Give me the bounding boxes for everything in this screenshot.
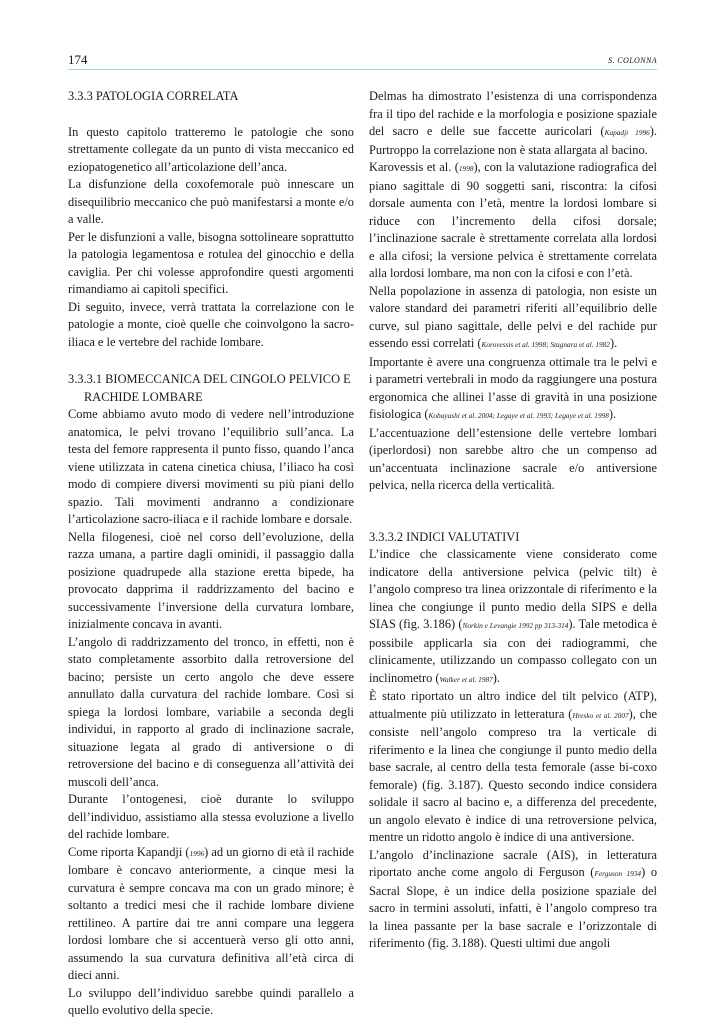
paragraph-text: Come riporta Kapandji (: [68, 844, 190, 859]
citation: Kapadji 1996: [604, 128, 650, 137]
paragraph-text: L’angolo d’inclinazione sacrale (AIS), in letteratura riportato anche come angolo di Ferguson (: [369, 847, 657, 879]
citation: Korovessis et al. 1998; Stagnara et al. 1982: [481, 340, 610, 349]
paragraph-text: L’indice che classicamente viene considerato come indicatore della antiversione pelvica (pelvic tilt) è l’angolo compreso tra linea orizzontale di riferimento e la linea che congiunge il punto medio della SIPS e della SIAS (fig. 3.186) (: [369, 547, 657, 631]
paragraph: [369, 159, 657, 283]
paragraph: L’angolo di raddrizzamento del tronco, in effetti, non è stato completamente assorbito dalla retroversione del bacino; persiste un certo angolo che deve essere annullato dalla curvatura del rachide lombare. Così si spiega la lordosi lombare, variabile a seconda degli individui, in rapporto al grado di inclinazione sacrale, situazione legata al grado di antiversione o di retroversione del bacino e di conseguenza all’attività dei muscoli dell’anca.: [68, 634, 354, 789]
right-column: [369, 88, 657, 953]
paragraph-text: ).: [492, 670, 501, 685]
paragraph-text: ).: [609, 336, 618, 350]
paragraph: Nella filogenesi, cioè nel corso dell’evoluzione, della razza umana, a partire dagli ominidi, il passaggio dalla posizione quadrupede alla stazione eretta bipede, ha provocato dapprima il raddrizzamento del bacino e successivamente l’inversione della curvatura lombare, inizialmente concava in avanti.: [68, 529, 354, 631]
paragraph-text: ).: [608, 407, 617, 421]
citation: Kobayashi et al. 2004; Legaye et al. 1993; Legaye et al. 1998: [428, 411, 609, 420]
paragraph: [68, 844, 354, 985]
citation: Hresko et al. 2007: [572, 710, 629, 720]
paragraph: Come abbiamo avuto modo di vedere nell’introduzione anatomica, le pelvi trovano l’equilibrio sull’anca. La testa del femore rappresenta il punto fisso, quando l’anca viene utilizzata in catena cinetica chiusa, l’iliaco ha così modo di compiere diversi movimenti su più piani dello spazio. Tali movimenti andranno a condizionare l’articolazione sacro-iliaca e il rachide lombare e dorsale.: [68, 407, 354, 526]
paragraph-text: ). Tale metodica è possibile applicarla sia con dei radiogrammi, che clinicamente, utilizzando un compasso collegato con un inclinometro (: [369, 617, 657, 685]
paragraph-text: Importante è avere una congruenza ottimale tra le pelvi e i parametri vertebrali in modo da raggiungere una postura ergonomica che allinei l’asse di gravità in una posizione fisiologica (: [369, 354, 657, 421]
paragraph: [369, 688, 657, 847]
left-column: [68, 88, 354, 1020]
subsection-heading: 3.3.3.1 BIOMECCANICA DEL CINGOLO PELVICO E RACHIDE LOMBARE: [68, 372, 351, 404]
citation: 1996: [189, 848, 205, 858]
page-number: 174: [68, 52, 88, 67]
paragraph: [369, 354, 657, 425]
paragraph: [369, 847, 657, 953]
page-header: [68, 50, 657, 68]
subsection-heading: 3.3.3.2 INDICI VALUTATIVI: [369, 529, 520, 544]
citation: Ferguson 1934: [594, 869, 642, 878]
paragraph: L’accentuazione dell’estensione delle vertebre lombari (iperlordosi) non sarebbe altro che un compenso ad un’accentuata inclinazione sacrale e/o antiversione pelvica, nella ricerca della verticalità.: [369, 425, 657, 492]
paragraph-text: Karovessis et al. (: [369, 160, 459, 174]
paragraph-text: ) o Sacral Slope, è un indice della posizione spaziale del sacro in termini assoluti, infatti, è l’angolo compreso tra la linea passante per la base sacrale e l’orizzontale di riferimento (fig. 3.188). Questi ultimi due angoli: [369, 865, 658, 950]
paragraph: Di seguito, invece, verrà trattata la correlazione con le patologie a monte, cioè quelle che coinvolgono la sacro-iliaca e le vertebre del rachide lombare.: [68, 299, 354, 349]
paragraph: [369, 546, 657, 688]
citation: 1998: [458, 164, 474, 173]
section-heading: 3.3.3 PATOLOGIA CORRELATA: [68, 89, 239, 103]
paragraph: La disfunzione della coxofemorale può innescare un disequilibrio meccanico che può manifestarsi a monte e/o a valle.: [68, 177, 354, 226]
paragraph-text: ), con la valutazione radiografica del piano sagittale di 90 soggetti sani, riscontra: la cifosi dorsale aumenta con l’età, mentre la lordosi lombare si riduce con l’incremento della cifosi dorsale; l’inclinazione sacrale è strettamente correlata alla lordosi e alla cifosi; la versione pelvica è strettamente correlata alla lordosi lombare, ma non con la cifosi e con l’età.: [369, 160, 658, 280]
paragraph-text: ), che consiste nell’angolo compreso tra la verticale di riferimento e la linea che congiunge il punto medio della base sacrale, al centro della testa femorale (asse bi-coxo femorale) (fig. 3.187). Questo secondo indice considera solidale il sacro al bacino e, a differenza del precedente, un angolo elevato è indice di una retroversione pelvica, mentre un ridotto angolo è indice di una antiversione.: [369, 706, 657, 844]
paragraph: [369, 88, 657, 159]
paragraph-text: Nella popolazione in assenza di patologia, non esiste un valore standard dei parametri riferiti all’equilibrio delle curve, sul piano sagittale, delle pelvi e del rachide pur essendo essi correlati (: [369, 283, 657, 350]
citation: Walker et al. 1987: [439, 674, 493, 684]
paragraph: Lo sviluppo dell’individuo sarebbe quindi parallelo a quello evolutivo della specie.: [68, 985, 354, 1017]
paragraph: Durante l’ontogenesi, cioè durante lo sviluppo dell’individuo, assistiamo alla stessa evoluzione a livello del rachide lombare.: [68, 792, 354, 841]
paragraph-text: Delmas ha dimostrato l’esistenza di una corrispondenza fra il tipo del rachide e la morfologia e posizione spaziale del sacro e delle sue faccette auricolari (: [369, 89, 657, 138]
paragraph-text: ). Purtroppo la correlazione non è stata allargata al bacino.: [369, 124, 657, 157]
header-rule: [68, 69, 657, 70]
citation: Norkin e Levangie 1992 pp 313-314: [462, 621, 569, 630]
paragraph: Per le disfunzioni a valle, bisogna sottolineare soprattutto la patologia legamentosa e rotulea del ginocchio e della caviglia. Per chi volesse approfondire questi argomenti rimandiamo ai capitoli specifici.: [68, 229, 354, 296]
running-head: S. COLONNA: [608, 56, 657, 65]
paragraph: In questo capitolo tratteremo le patologie che sono strettamente collegate da un punto di vista meccanico ed eziopatogenetico all’articolazione dell’anca.: [68, 124, 354, 174]
paragraph-text: È stato riportato un altro indice del tilt pelvico (ATP), attualmente più utilizzato in letteratura (: [369, 689, 657, 721]
paragraph: [369, 283, 657, 354]
paragraph-text: ) ad un giorno di età il rachide lombare è concavo anteriormente, a cinque mesi la curvatura è sempre concava ma con un grado minore; è soltanto a tredici mesi che il rachide lombare diviene rettilineo. A partire dai tre anni compare una leggera lordosi lombare che si accentuerà verso gli otto anni, assumendo la sua curvatura definitiva all’età circa di dieci anni.: [68, 844, 354, 982]
